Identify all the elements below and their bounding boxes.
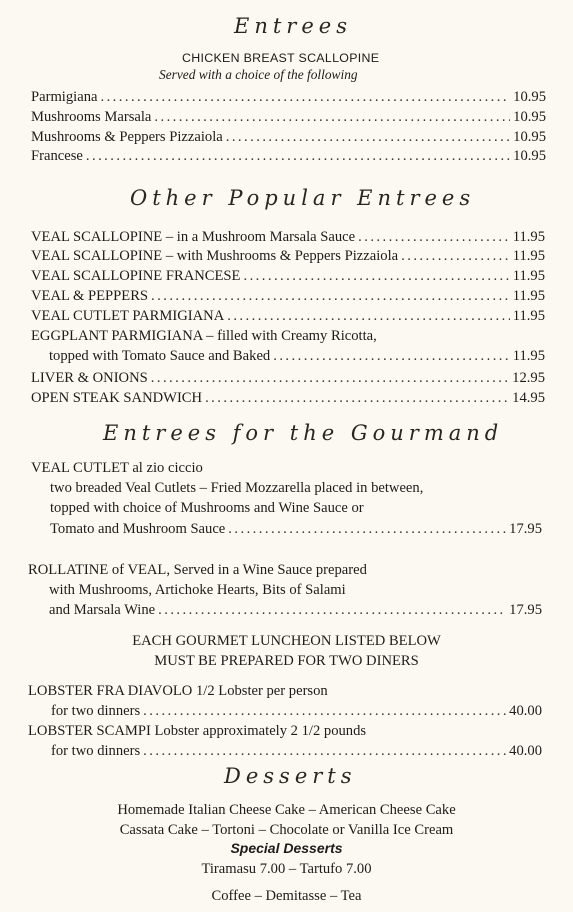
item-description: for two dinners xyxy=(51,703,141,719)
entrees-subtitle: Served with a choice of the following xyxy=(159,67,358,82)
item-description: topped with choice of Mushrooms and Wine Sauce or xyxy=(50,500,364,516)
item-name: OPEN STEAK SANDWICH xyxy=(31,390,203,406)
desserts-title: Desserts xyxy=(224,764,357,788)
menu-item xyxy=(31,388,545,408)
item-price: 11.95 xyxy=(512,268,545,284)
dessert-line: Cassata Cake – Tortoni – Chocolate or Vanilla Ice Cream xyxy=(119,822,454,838)
item-name: ROLLATINE of VEAL, Served in a Wine Sauce prepared xyxy=(28,562,367,578)
item-price: 12.95 xyxy=(512,370,545,386)
item-price: 11.95 xyxy=(512,348,545,364)
item-price: 10.95 xyxy=(513,148,546,164)
menu-item xyxy=(51,741,542,761)
item-name: Mushrooms & Peppers Pizzaiola xyxy=(31,129,223,145)
popular-title: Other Popular Entrees xyxy=(130,186,476,210)
menu-item xyxy=(31,368,545,388)
menu-item xyxy=(31,87,546,107)
leader-dots xyxy=(227,306,509,326)
drinks-line: Coffee – Demitasse – Tea xyxy=(211,888,362,904)
menu-item xyxy=(31,286,545,306)
menu-item xyxy=(31,127,546,147)
menu-item xyxy=(49,346,545,366)
item-price: 17.95 xyxy=(509,602,542,618)
menu-item xyxy=(31,306,545,326)
item-price: 40.00 xyxy=(509,743,542,759)
item-price: 11.95 xyxy=(512,248,545,264)
entrees-title: Entrees xyxy=(234,14,352,38)
leader-dots xyxy=(154,107,510,127)
notice-line: EACH GOURMET LUNCHEON LISTED BELOW xyxy=(132,633,441,649)
item-description: with Mushrooms, Artichoke Hearts, Bits of Salami xyxy=(49,582,346,598)
leader-dots xyxy=(151,368,509,388)
item-price: 11.95 xyxy=(512,308,545,324)
item-price: 14.95 xyxy=(512,390,545,406)
menu-item xyxy=(31,107,546,127)
item-name: Mushrooms Marsala xyxy=(31,109,152,125)
item-description: two breaded Veal Cutlets – Fried Mozzarella placed in between, xyxy=(50,480,424,496)
leader-dots xyxy=(143,701,506,721)
leader-dots xyxy=(226,127,510,147)
item-description: Tomato and Mushroom Sauce xyxy=(50,521,226,537)
item-description: for two dinners xyxy=(51,743,141,759)
leader-dots xyxy=(205,388,509,408)
item-price: 11.95 xyxy=(512,288,545,304)
item-name: VEAL & PEPPERS xyxy=(31,288,149,304)
leader-dots xyxy=(401,246,510,266)
item-name: Francese xyxy=(31,148,83,164)
menu-item xyxy=(50,519,542,539)
menu-item xyxy=(31,266,545,286)
gourmand-title: Entrees for the Gourmand xyxy=(103,421,504,445)
item-name: VEAL CUTLET al zio ciccio xyxy=(31,460,203,476)
menu-item xyxy=(31,146,546,166)
leader-dots xyxy=(86,146,510,166)
leader-dots xyxy=(228,519,506,539)
item-price: 17.95 xyxy=(509,521,542,537)
notice-line: MUST BE PREPARED FOR TWO DINERS xyxy=(154,653,419,669)
item-name: VEAL SCALLOPINE – with Mushrooms & Peppers Pizzaiola xyxy=(31,248,399,264)
item-name-cont: topped with Tomato Sauce and Baked xyxy=(49,348,271,364)
leader-dots xyxy=(243,266,509,286)
leader-dots xyxy=(358,227,510,247)
menu-item xyxy=(51,701,542,721)
item-name: LOBSTER SCAMPI Lobster approximately 2 1/2 pounds xyxy=(28,723,367,739)
item-price: 10.95 xyxy=(513,89,546,105)
leader-dots xyxy=(143,741,506,761)
special-desserts-title: Special Desserts xyxy=(230,840,343,856)
item-name: VEAL CUTLET PARMIGIANA xyxy=(31,308,225,324)
menu-item xyxy=(31,246,545,266)
leader-dots xyxy=(151,286,510,306)
menu-item xyxy=(49,600,542,620)
item-name: LIVER & ONIONS xyxy=(31,370,148,386)
item-price: 10.95 xyxy=(513,109,546,125)
leader-dots xyxy=(100,87,510,107)
item-description: and Marsala Wine xyxy=(49,602,156,618)
item-name: Parmigiana xyxy=(31,89,98,105)
menu-item xyxy=(31,227,545,247)
entrees-subheading: CHICKEN BREAST SCALLOPINE xyxy=(182,51,380,65)
item-name: VEAL SCALLOPINE FRANCESE xyxy=(31,268,241,284)
dessert-line: Homemade Italian Cheese Cake – American Cheese Cake xyxy=(117,802,456,818)
leader-dots xyxy=(158,600,506,620)
special-desserts-line: Tiramasu 7.00 – Tartufo 7.00 xyxy=(201,861,372,877)
item-name: LOBSTER FRA DIAVOLO 1/2 Lobster per person xyxy=(28,683,328,699)
item-price: 11.95 xyxy=(512,229,545,245)
item-price: 40.00 xyxy=(509,703,542,719)
item-name: VEAL SCALLOPINE – in a Mushroom Marsala Sauce xyxy=(31,229,356,245)
item-price: 10.95 xyxy=(513,129,546,145)
leader-dots xyxy=(273,346,509,366)
item-name: EGGPLANT PARMIGIANA – filled with Creamy Ricotta, xyxy=(31,328,377,344)
